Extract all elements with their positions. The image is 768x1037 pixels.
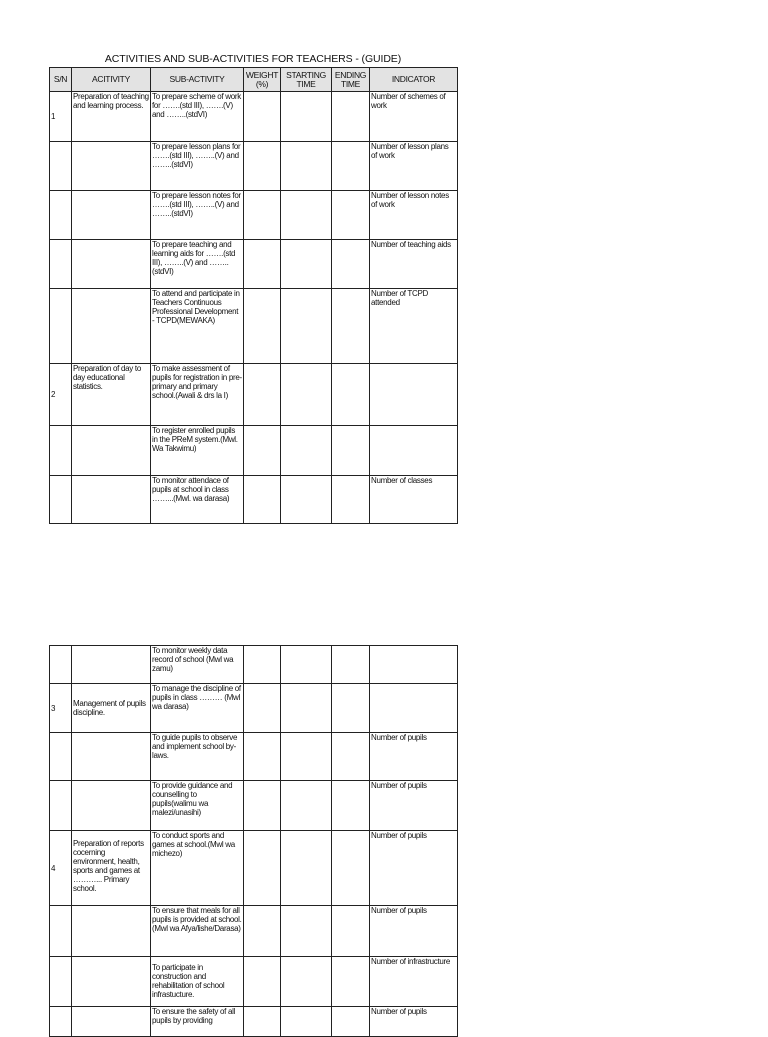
activity-cell [72,476,151,524]
weight-cell [244,92,281,142]
ending-time-cell [332,781,370,831]
activity-cell [72,906,151,957]
activity-cell [72,289,151,364]
ending-time-cell [332,957,370,1007]
table-row [50,906,458,957]
table-row [50,142,458,191]
ending-time-cell [332,92,370,142]
sub-activity-cell: To monitor attendace of pupils at school in class ……...(Mwl. wa darasa) [151,476,244,524]
table-row [50,646,458,684]
activity-cell [72,191,151,240]
starting-time-cell [281,906,332,957]
ending-time-cell [332,476,370,524]
ending-time-cell [332,191,370,240]
activity-cell: Preparation of teaching and learning process. [72,92,151,142]
table-row [50,957,458,1007]
activity-cell [72,733,151,781]
table-row [50,831,458,906]
starting-time-cell [281,191,332,240]
indicator-cell: Number of teaching aids [370,240,458,289]
table-row [50,476,458,524]
indicator-cell [370,426,458,476]
starting-time-cell [281,684,332,733]
starting-time-cell [281,1007,332,1037]
sub-activity-cell: To monitor weekly data record of school (Mwl wa zamu) [151,646,244,684]
header-weight: WEIGHT (%) [244,68,281,92]
starting-time-cell [281,646,332,684]
activity-cell: Management of pupils discipline. [72,684,151,733]
table-row [50,1007,458,1037]
table-row [50,191,458,240]
sub-activity-cell: To make assessment of pupils for registration in pre-primary and primary school.(Awali & drs la I) [151,364,244,426]
sn-cell [50,781,72,831]
weight-cell [244,684,281,733]
table-row [50,364,458,426]
starting-time-cell [281,831,332,906]
table-row [50,289,458,364]
sn-cell: 3 [50,684,72,733]
header-sub-activity: SUB-ACTIVITY [151,68,244,92]
header-indicator: INDICATOR [370,68,458,92]
weight-cell [244,1007,281,1037]
sub-activity-cell: To conduct sports and games at school.(Mwl wa michezo) [151,831,244,906]
starting-time-cell [281,476,332,524]
sub-activity-cell: To attend and participate in Teachers Continuous Professional Development - TCPD(MEWAKA) [151,289,244,364]
sn-cell [50,1007,72,1037]
activity-cell: Preparation of day to day educational statistics. [72,364,151,426]
ending-time-cell [332,240,370,289]
weight-cell [244,364,281,426]
indicator-cell: Number of pupils [370,1007,458,1037]
table-row [50,426,458,476]
sub-activity-cell: To prepare teaching and learning aids for …….(std III), ……..(V) and …….. (stdVI) [151,240,244,289]
starting-time-cell [281,142,332,191]
activity-cell [72,142,151,191]
activity-cell: Preparation of reports cocerning environment, health, sports and games at ………... Primary school. [72,831,151,906]
sub-activity-cell: To ensure the safety of all pupils by providing [151,1007,244,1037]
table-row [50,684,458,733]
table-row [50,781,458,831]
indicator-cell: Number of pupils [370,906,458,957]
activity-cell [72,240,151,289]
sub-activity-cell: To prepare lesson plans for …….(std III), ……..(V) and ……..(stdVI) [151,142,244,191]
header-ending-time: ENDING TIME [332,68,370,92]
sn-cell [50,426,72,476]
sn-cell [50,957,72,1007]
weight-cell [244,191,281,240]
sn-cell [50,906,72,957]
header-starting-time: STARTING TIME [281,68,332,92]
indicator-cell: Number of lesson notes of work [370,191,458,240]
table-row [50,240,458,289]
ending-time-cell [332,733,370,781]
weight-cell [244,289,281,364]
starting-time-cell [281,289,332,364]
starting-time-cell [281,426,332,476]
starting-time-cell [281,92,332,142]
page-title: ACTIVITIES AND SUB-ACTIVITIES FOR TEACHERS - (GUIDE) [104,53,402,65]
indicator-cell: Number of schemes of work [370,92,458,142]
ending-time-cell [332,142,370,191]
ending-time-cell [332,646,370,684]
weight-cell [244,476,281,524]
indicator-cell: Number of pupils [370,781,458,831]
starting-time-cell [281,957,332,1007]
weight-cell [244,646,281,684]
ending-time-cell [332,906,370,957]
sn-cell [50,733,72,781]
weight-cell [244,957,281,1007]
weight-cell [244,240,281,289]
sub-activity-cell: To guide pupils to observe and implement school by-laws. [151,733,244,781]
activity-cell [72,1007,151,1037]
sn-cell [50,191,72,240]
sn-cell: 4 [50,831,72,906]
ending-time-cell [332,364,370,426]
ending-time-cell [332,684,370,733]
sub-activity-cell: To prepare lesson notes for …….(std III), ……..(V) and ……..(stdVI) [151,191,244,240]
sn-cell [50,142,72,191]
header-sn: S/N [50,68,72,92]
ending-time-cell [332,831,370,906]
sn-cell [50,476,72,524]
indicator-cell: Number of TCPD attended [370,289,458,364]
indicator-cell [370,646,458,684]
activity-cell [72,646,151,684]
indicator-cell [370,364,458,426]
indicator-cell [370,684,458,733]
sub-activity-cell: To prepare scheme of work for …….(std III), …….(V) and ……..(stdVI) [151,92,244,142]
ending-time-cell [332,1007,370,1037]
indicator-cell: Number of lesson plans of work [370,142,458,191]
table-row [50,733,458,781]
weight-cell [244,831,281,906]
activity-cell [72,957,151,1007]
activities-table-2 [49,645,458,1037]
weight-cell [244,781,281,831]
weight-cell [244,733,281,781]
sub-activity-cell: To manage the discipline of pupils in class ……… (Mwl wa darasa) [151,684,244,733]
activity-cell [72,426,151,476]
starting-time-cell [281,781,332,831]
indicator-cell: Number of infrastructure [370,957,458,1007]
activity-cell [72,781,151,831]
header-activity: ACITIVITY [72,68,151,92]
table-row [50,92,458,142]
sn-cell: 2 [50,364,72,426]
sub-activity-cell: To register enrolled pupils in the PReM system.(Mwl. Wa Takwimu) [151,426,244,476]
ending-time-cell [332,289,370,364]
starting-time-cell [281,733,332,781]
weight-cell [244,906,281,957]
sub-activity-cell: To provide guidance and counselling to pupils(walimu wa malezi/unasihi) [151,781,244,831]
sub-activity-cell: To participate in construction and rehabilitation of school infrastucture. [151,957,244,1007]
sn-cell [50,646,72,684]
sub-activity-cell: To ensure that meals for all pupils is provided at school.(Mwl wa Afya/lishe/Darasa) [151,906,244,957]
weight-cell [244,142,281,191]
starting-time-cell [281,240,332,289]
sn-cell: 1 [50,92,72,142]
indicator-cell: Number of pupils [370,831,458,906]
sn-cell [50,240,72,289]
ending-time-cell [332,426,370,476]
indicator-cell: Number of classes [370,476,458,524]
starting-time-cell [281,364,332,426]
weight-cell [244,426,281,476]
table-header-row [50,68,458,92]
indicator-cell: Number of pupils [370,733,458,781]
sn-cell [50,289,72,364]
activities-table-1 [49,67,458,524]
